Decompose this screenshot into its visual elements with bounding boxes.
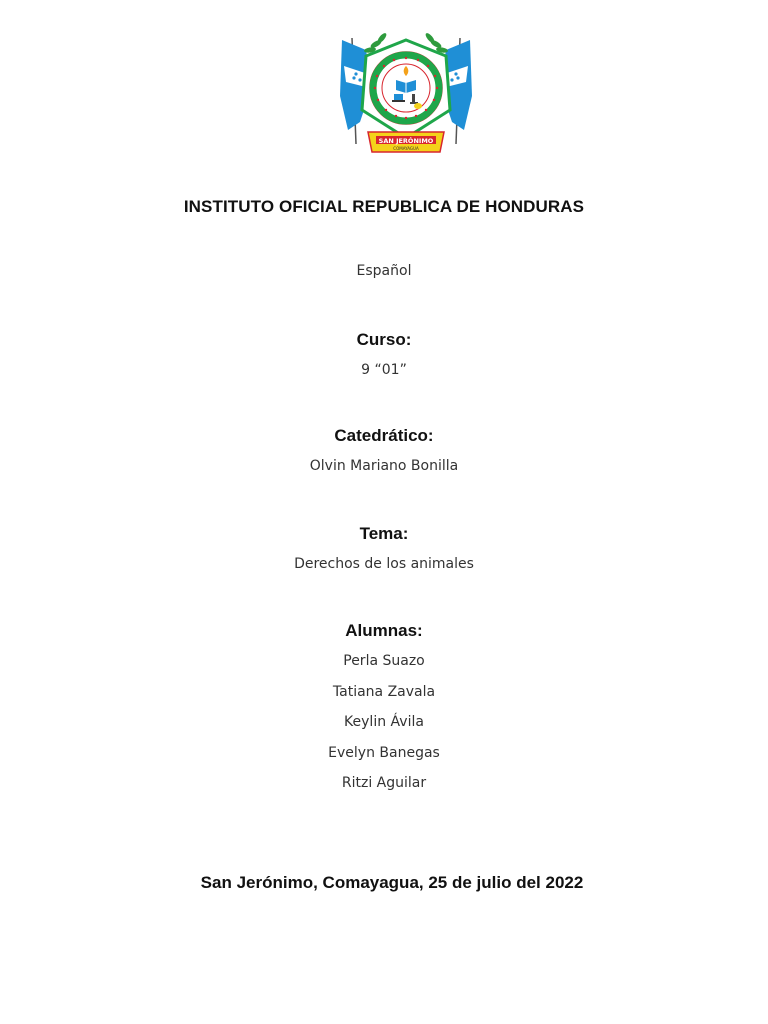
crest-banner [368,132,444,152]
teacher-label: Catedrático: [334,426,434,445]
student-name: Perla Suazo [343,653,425,669]
topic-value: Derechos de los animales [294,556,474,572]
course-value: 9 “01” [361,362,407,378]
student-name: Tatiana Zavala [332,684,436,700]
student-name: Evelyn Banegas [328,745,440,761]
subject-text: Español [356,263,412,279]
course-label: Curso: [356,330,412,349]
school-crest-logo [326,26,486,172]
crest-banner-text: SAN JERÓNIMO [378,137,434,145]
place-date: San Jerónimo, Comayagua, 25 de julio del 2022 [200,873,584,892]
crest-banner-subtext: COMAYAGUA [393,146,419,151]
students-label: Alumnas: [345,621,423,640]
student-name: Keylin Ávila [344,714,424,730]
student-name: Ritzi Aguilar [341,775,427,791]
palette-icon [414,103,422,109]
institution-title: INSTITUTO OFICIAL REPUBLICA DE HONDURAS [183,197,585,216]
topic-label: Tema: [359,524,409,543]
teacher-value: Olvin Mariano Bonilla [309,458,459,474]
